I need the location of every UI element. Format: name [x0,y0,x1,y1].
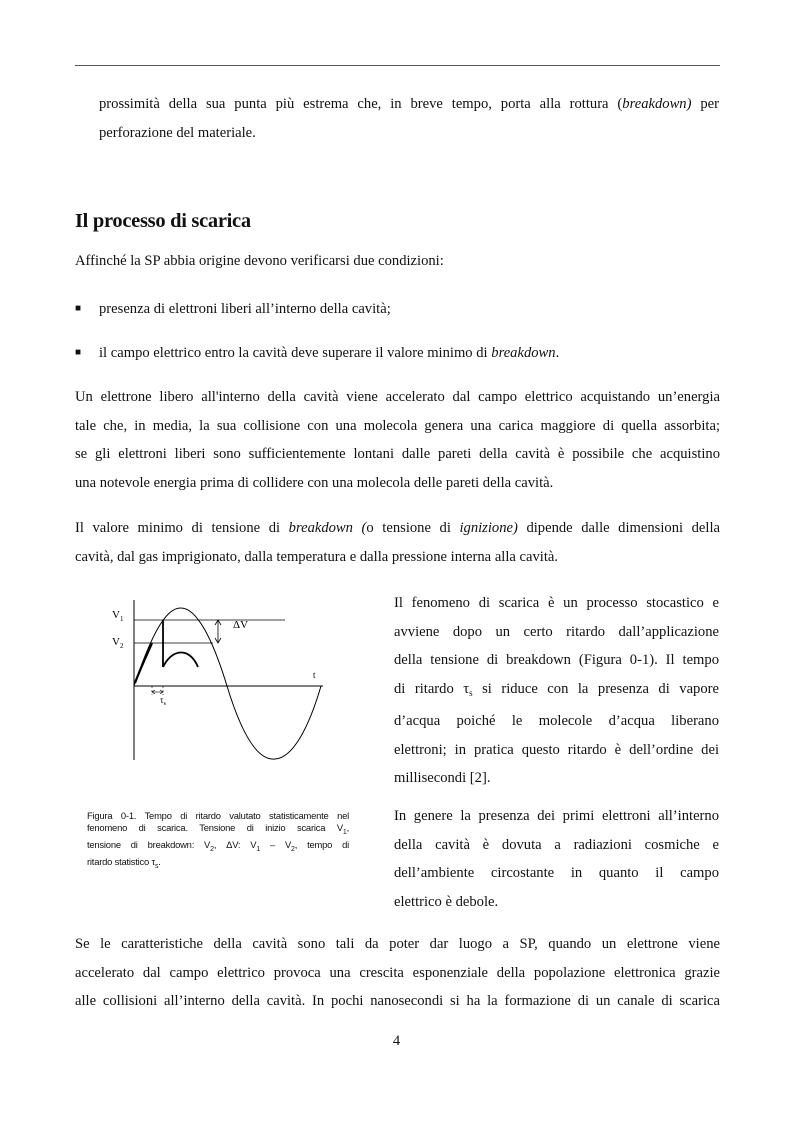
header-rule [75,65,720,66]
intro-paragraph [99,90,719,147]
minimum-voltage-paragraph: Il valore minimo di tensione di breakdown (o tensione di ignizione) dipende dalle dimensioni della cavità, dal gas imprigionato, dalla temperatura e dalla pressione interna alla cavità. [75,520,720,565]
figure-waveform [105,595,340,770]
section-title: Il processo di scarica [75,210,251,232]
recovery-curve [163,653,198,667]
rising-segment [135,643,152,683]
lead-paragraph: Affinché la SP abbia origine devono verificarsi due condizioni: [75,253,444,269]
cosmic-paragraph: In genere la presenza dei primi elettroni all’interno della cavità è dovuta a radiazioni cosmiche e dell’ambiente circostante in quanto il campo elettrico è debole. [394,808,719,910]
label-v1: $V_1$ [112,609,124,623]
final-paragraph: Se le caratteristiche della cavità sono tali da poter dar luogo a SP, quando un elettrone viene accelerato dal campo elettrico provoca una crescita esponenziale della popolazione elettronica grazie alle collisioni all’interno della cavità. In pochi nanosecondi si ha la formazione di un canale di scarica [75,936,720,1009]
stochastic-paragraph: Il fenomeno di scarica è un processo stocastico e avviene dopo un certo ritardo dall’applicazione della tensione di breakdown (Figura 0-1). Il tempo di ritardo $\tau_s$ si riduce con la presenza di vapore d’acqua poiché le molecole d’acqua liberano elettroni; in pratica questo ritardo è dell’ordine dei millisecondi [2]. [394,595,719,786]
label-tau-s: $\tau_s$ [160,695,166,707]
label-delta-v: ΔV [233,619,249,631]
text-line: perforazione del materiale. [99,124,256,141]
sine-curve [134,608,321,759]
bullet-icon: ■ [75,347,82,358]
text-line: prossimità della sua punta più estrema che, in breve tempo, porta alla rottura (breakdown) per [99,96,719,112]
sine-waveform-diagram [105,595,340,770]
page-number: 4 [392,1033,401,1049]
label-v2: $V_2$ [112,636,124,650]
figure-caption: Figura 0-1. Tempo di ritardo valutato statisticamente nel fenomeno di scarica. Tensione di inizio scarica $V_1$, tensione di breakdown: $V_2$, ΔV: $V_1 - V_2$, tempo di ritardo statistico $\tau_s$. [87,810,349,870]
electron-paragraph: Un elettrone libero all'interno della cavità viene accelerato dal campo elettrico acquistando un’energia tale che, in media, la sua collisione con una molecola genera una carica maggiore di quella assorbita; se gli elettroni liberi sono sufficientemente lontani dalle pareti della cavità è possibile che acquistino una notevole energia prima di collidere con una molecola delle pareti della cavità. [75,389,720,491]
bullet-icon: ■ [75,303,82,314]
label-t: t [313,670,316,680]
